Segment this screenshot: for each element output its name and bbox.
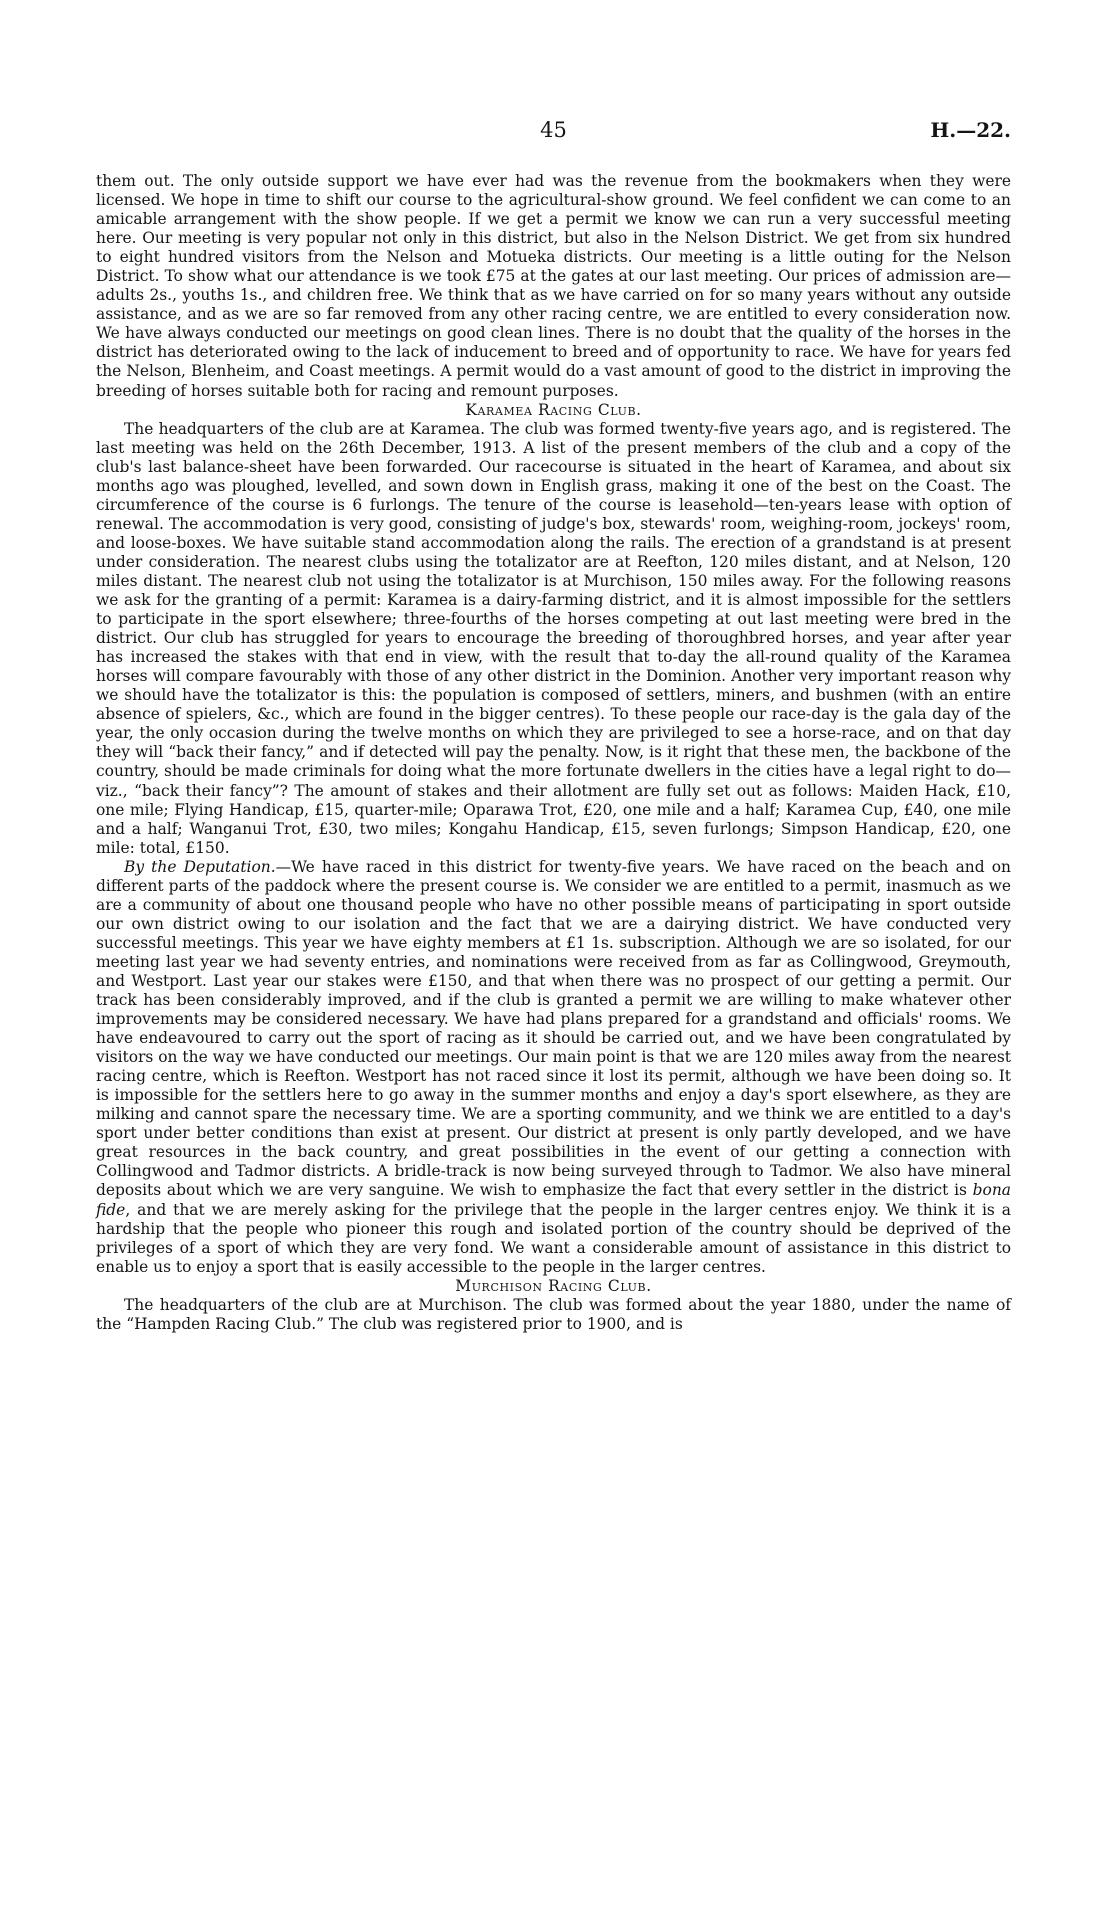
deputation-text-part-2: , and that we are merely asking for the privilege that the people in the larger centres enjoy. We think it is a hardship that the people who pioneer this rough and isolated portion of the country should be deprived of the privileges of a sport of which they are very fond. We want a considerable amount of assistance in this district to enable us to enjoy a sport that is easily accessible to the people in the larger centres. [96,1200,1011,1276]
page-header [96,118,1011,148]
section-heading-karamea: Karamea Racing Club. [465,400,642,419]
paragraph-continuation: them out. The only outside support we have ever had was the revenue from the bookmakers when they were licensed. We hope in time to shift our course to the agricultural-show ground. We feel confident we can come to an amicable arrangement with the show people. If we get a permit we know we can run a very successful meeting here. Our meeting is very popular not only in this district, but also in the Nelson District. We get from six hundred to eight hundred visitors from the Nelson and Motueka districts. Our meeting is a little outing for the Nelson District. To show what our attendance is we took £75 at the gates at our last meeting. Our prices of admission are—adults 2s., youths 1s., and children free. We think that as we have carried on for so many years without any outside assistance, and as we are so far removed from any other racing centre, we are entitled to every consideration now. We have always conducted our meetings on good clean lines. There is no doubt that the quality of the horses in the district has deteriorated owing to the lack of inducement to breed and of opportunity to race. We have for years fed the Nelson, Blenheim, and Coast meetings. A permit would do a vast amount of good to the district in improving the breeding of horses suitable both for racing and remount purposes. [96,172,1011,400]
deputation-lead: By the Deputation. [124,857,276,876]
page-number: 45 [540,118,567,142]
document-reference: H.—22. [930,118,1011,142]
section-heading-murchison: Murchison Racing Club. [455,1276,652,1295]
paragraph-murchison-statement: The headquarters of the club are at Murchison. The club was formed about the year 1880, under the name of the “Hampden Racing Club.” The club was registered prior to 1900, and is [96,1295,1011,1333]
paragraph-deputation [96,858,1011,1277]
paragraph-karamea-statement: The headquarters of the club are at Karamea. The club was formed twenty-five years ago, and is registered. The last meeting was held on the 26th December, 1913. A list of the present members of the club and a copy of the club's last balance-sheet have been forwarded. Our racecourse is situated in the heart of Karamea, and about six months ago was ploughed, levelled, and sown down in English grass, making it one of the best on the Coast. The circumference of the course is 6 furlongs. The tenure of the course is leasehold—ten-years lease with option of renewal. The accommodation is very good, consisting of judge's box, stewards' room, weighing-room, jockeys' room, and loose-boxes. We have suitable stand accommodation along the rails. The erection of a grandstand is at present under consideration. The nearest clubs using the totalizator are at Reefton, 120 miles distant, and at Nelson, 120 miles distant. The nearest club not using the totalizator is at Murchison, 150 miles away. For the following reasons we ask for the granting of a permit: Karamea is a dairy-farming district, and it is almost impossible for the settlers to participate in the sport elsewhere; three-fourths of the horses competing at out last meeting were bred in the district. Our club has struggled for years to encourage the breeding of thoroughbred horses, and year after year has increased the stakes with that end in view, with the result that to-day the all-round quality of the Karamea horses will compare favourably with those of any other district in the Dominion. Another very important reason why we should have the totalizator is this: the population is composed of settlers, miners, and bushmen (with an entire absence of spielers, &c., which are found in the bigger centres). To these people our race-day is the gala day of the year, the only occasion during the twelve months on which they are privileged to see a horse-race, and on that day they will “back their fancy,” and if detected will pay the penalty. Now, is it right that these men, the backbone of the country, should be made criminals for doing what the more fortunate dwellers in the cities have a legal right to do—viz., “back their fancy”? The amount of stakes and their allotment are fully set out as follows: Maiden Hack, £10, one mile; Flying Handicap, £15, quarter-mile; Oparawa Trot, £20, one mile and a half; Karamea Cup, £40, one mile and a half; Wanganui Trot, £30, two miles; Kongahu Handicap, £15, seven furlongs; Simpson Handicap, £20, one mile: total, £150. [96,419,1011,857]
document-body [96,172,1011,1334]
deputation-italic-phrase: bona fide [96,1181,1011,1219]
deputation-text-part-1: —We have raced in this district for twenty-five years. We have raced on the beach and on different parts of the paddock where the present course is. We consider we are entitled to a permit, inasmuch as we are a community of about one thousand people who have no other possible means of participating in sport outside our own district owing to our isolation and the fact that we are a dairying district. We have conducted very successful meetings. This year we have eighty members at £1 1s. subscription. Although we are so isolated, for our meeting last year we had seventy entries, and nominations were received from as far as Collingwood, Greymouth, and Westport. Last year our stakes were £150, and that when there was no prospect of our getting a permit. Our track has been considerably improved, and if the club is granted a permit we are willing to make whatever other improvements may be considered necessary. We have had plans prepared for a grandstand and officials' rooms. We have endeavoured to carry out the sport of racing as it should be carried out, and we have been congratulated by visitors on the way we have conducted our meetings. Our main point is that we are 120 miles away from the nearest racing centre, which is Reefton. Westport has not raced since it lost its permit, although we have been doing so. It is impossible for the settlers here to go away in the summer months and enjoy a day's sport elsewhere, as they are milking and cannot spare the necessary time. We are a sporting community, and we think we are entitled to a day's sport under better conditions than exist at present. Our district at present is only partly developed, and we have great resources in the back country, and great possibilities in the event of our getting a connection with Collingwood and Tadmor districts. A bridle-track is now being surveyed through to Tadmor. We also have mineral deposits about which we are very sanguine. We wish to emphasize the fact that every settler in the district is [96,857,1011,1200]
